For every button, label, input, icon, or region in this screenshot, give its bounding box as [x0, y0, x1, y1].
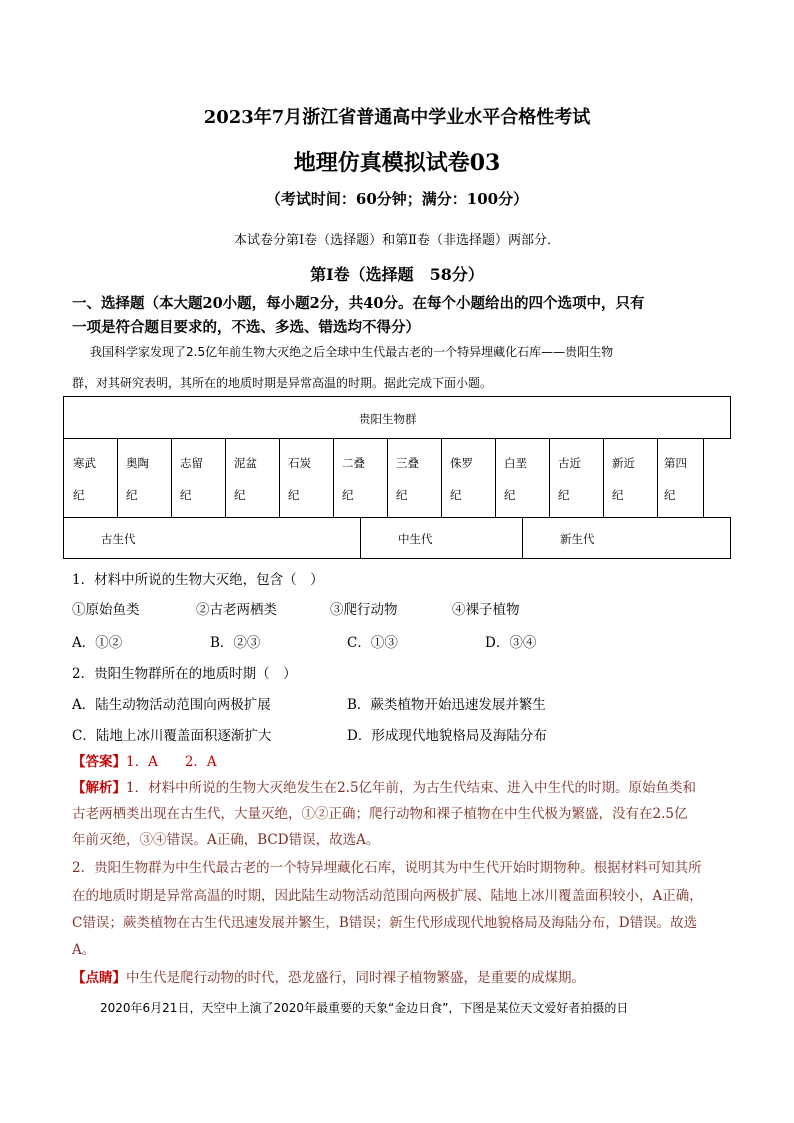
era-label: 古生代: [101, 532, 136, 546]
exam-info: （考试时间：60分钟；满分：100分）: [265, 190, 529, 208]
exam-title: 2023年7月浙江省普通高中学业水平合格性考试: [203, 107, 591, 128]
analysis-line: 2．贵阳生物群为中生代最古老的一个特异埋藏化石库，说明其为中生代开始时期物种。根据材料可知其所: [72, 860, 702, 876]
period-top: 新近: [612, 456, 635, 470]
q2-stem: 2．贵阳生物群所在的地质时期（ ）: [72, 666, 297, 682]
paper-subtitle: 地理仿真模拟试卷03: [293, 150, 501, 176]
q2-option-d: D．形成现代地貌格局及海陆分布: [347, 728, 547, 744]
passage1-line2: 群，对其研究表明，其所在的地质时期是异常高温的时期。据此完成下面小题。: [72, 376, 493, 390]
era-label: 中生代: [398, 532, 433, 546]
period-bottom: 纪: [73, 488, 85, 502]
table-title: 贵阳生物群: [359, 412, 417, 426]
q2-option-b: B．蕨类植物开始迅速发展并繁生: [347, 697, 546, 713]
point-block: [72, 966, 585, 986]
passage1-line1: 我国科学家发现了2.5亿年前生物大灭绝之后全球中生代最古老的一个特异埋藏化石库——贵阳生物: [90, 345, 614, 359]
q1-option-c: C．①③: [347, 635, 398, 651]
period-bottom: 纪: [450, 488, 462, 502]
q1-option-a: A．①②: [72, 635, 123, 651]
period-top: 三叠: [396, 456, 419, 470]
q1-option-b: B．②③: [210, 635, 261, 651]
period-bottom: 纪: [664, 488, 676, 502]
point-text: 中生代是爬行动物的时代，恐龙盛行，同时裸子植物繁盛，是重要的成煤期。: [126, 970, 585, 986]
analysis-line: A。: [72, 942, 96, 958]
analysis-tag: 【解析】: [72, 780, 126, 796]
section-instruction-line1: 一、选择题（本大题20小题，每小题2分，共40分。在每个小题给出的四个选项中，只有: [72, 295, 645, 312]
answer-text: 1．A 2．A: [126, 754, 217, 770]
geologic-time-table: [63, 396, 731, 559]
section-instruction-line2: 一项是符合题目要求的，不选、多选、错选均不得分）: [72, 319, 420, 336]
point-tag: 【点睛】: [72, 970, 126, 986]
period-top: 二叠: [342, 456, 365, 470]
period-bottom: 纪: [180, 488, 192, 502]
analysis-line: 古老两栖类出现在古生代，大量灭绝，①②正确；爬行动物和裸子植物在中生代极为繁盛，没有在2.5亿: [72, 806, 688, 822]
q1-item: ②古老两栖类: [196, 602, 277, 618]
period-bottom: 纪: [612, 488, 624, 502]
period-top: 第四: [664, 456, 687, 470]
era-label: 新生代: [560, 532, 595, 546]
period-bottom: 纪: [342, 488, 354, 502]
period-top: 侏罗: [450, 456, 473, 470]
period-bottom: 纪: [558, 488, 570, 502]
q1-item: ④裸子植物: [452, 602, 520, 618]
passage2-line1: 2020年6月21日，天空中上演了2020年最重要的天象“金边日食”，下图是某位天文爱好者拍摄的日: [100, 1001, 629, 1015]
period-top: 石炭: [288, 456, 311, 470]
period-bottom: 纪: [288, 488, 300, 502]
answer-block: [72, 750, 217, 770]
period-bottom: 纪: [396, 488, 408, 502]
analysis-line: 在的地质时期是异常高温的时期，因此陆生动物活动范围向两极扩展、陆地上冰川覆盖面积较小，A正确，: [72, 888, 703, 904]
q1-item: ③爬行动物: [330, 602, 398, 618]
period-top: 泥盆: [234, 456, 257, 470]
analysis-line: C错误；蕨类植物在古生代迅速发展并繁生，B错误；新生代形成现代地貌格局及海陆分布，D错误。故选: [72, 915, 698, 931]
period-bottom: 纪: [126, 488, 138, 502]
answer-tag: 【答案】: [72, 754, 126, 770]
period-top: 奥陶: [126, 456, 149, 470]
section-title: 第Ⅰ卷（选择题 58分）: [310, 265, 484, 284]
paper-note: 本试卷分第Ⅰ卷（选择题）和第Ⅱ卷（非选择题）两部分．: [234, 233, 560, 248]
analysis-text: 1．材料中所说的生物大灭绝发生在2.5亿年前，为古生代结束、进入中生代的时期。原始鱼类和: [126, 780, 697, 796]
analysis-line: 年前灭绝，③④错误。A正确，BCD错误，故选A。: [72, 832, 380, 848]
q2-option-a: A．陆生动物活动范围向两极扩展: [72, 697, 271, 713]
period-bottom: 纪: [234, 488, 246, 502]
period-top: 寒武: [73, 456, 96, 470]
q1-option-d: D．③④: [485, 635, 537, 651]
analysis-line: [72, 776, 696, 796]
period-top: 白垩: [504, 456, 527, 470]
period-top: 古近: [558, 456, 581, 470]
q2-option-c: C．陆地上冰川覆盖面积逐渐扩大: [72, 728, 272, 744]
period-bottom: 纪: [504, 488, 516, 502]
q1-item: ①原始鱼类: [72, 602, 140, 618]
period-top: 志留: [180, 456, 203, 470]
q1-stem: 1．材料中所说的生物大灭绝，包含（ ）: [72, 572, 324, 588]
